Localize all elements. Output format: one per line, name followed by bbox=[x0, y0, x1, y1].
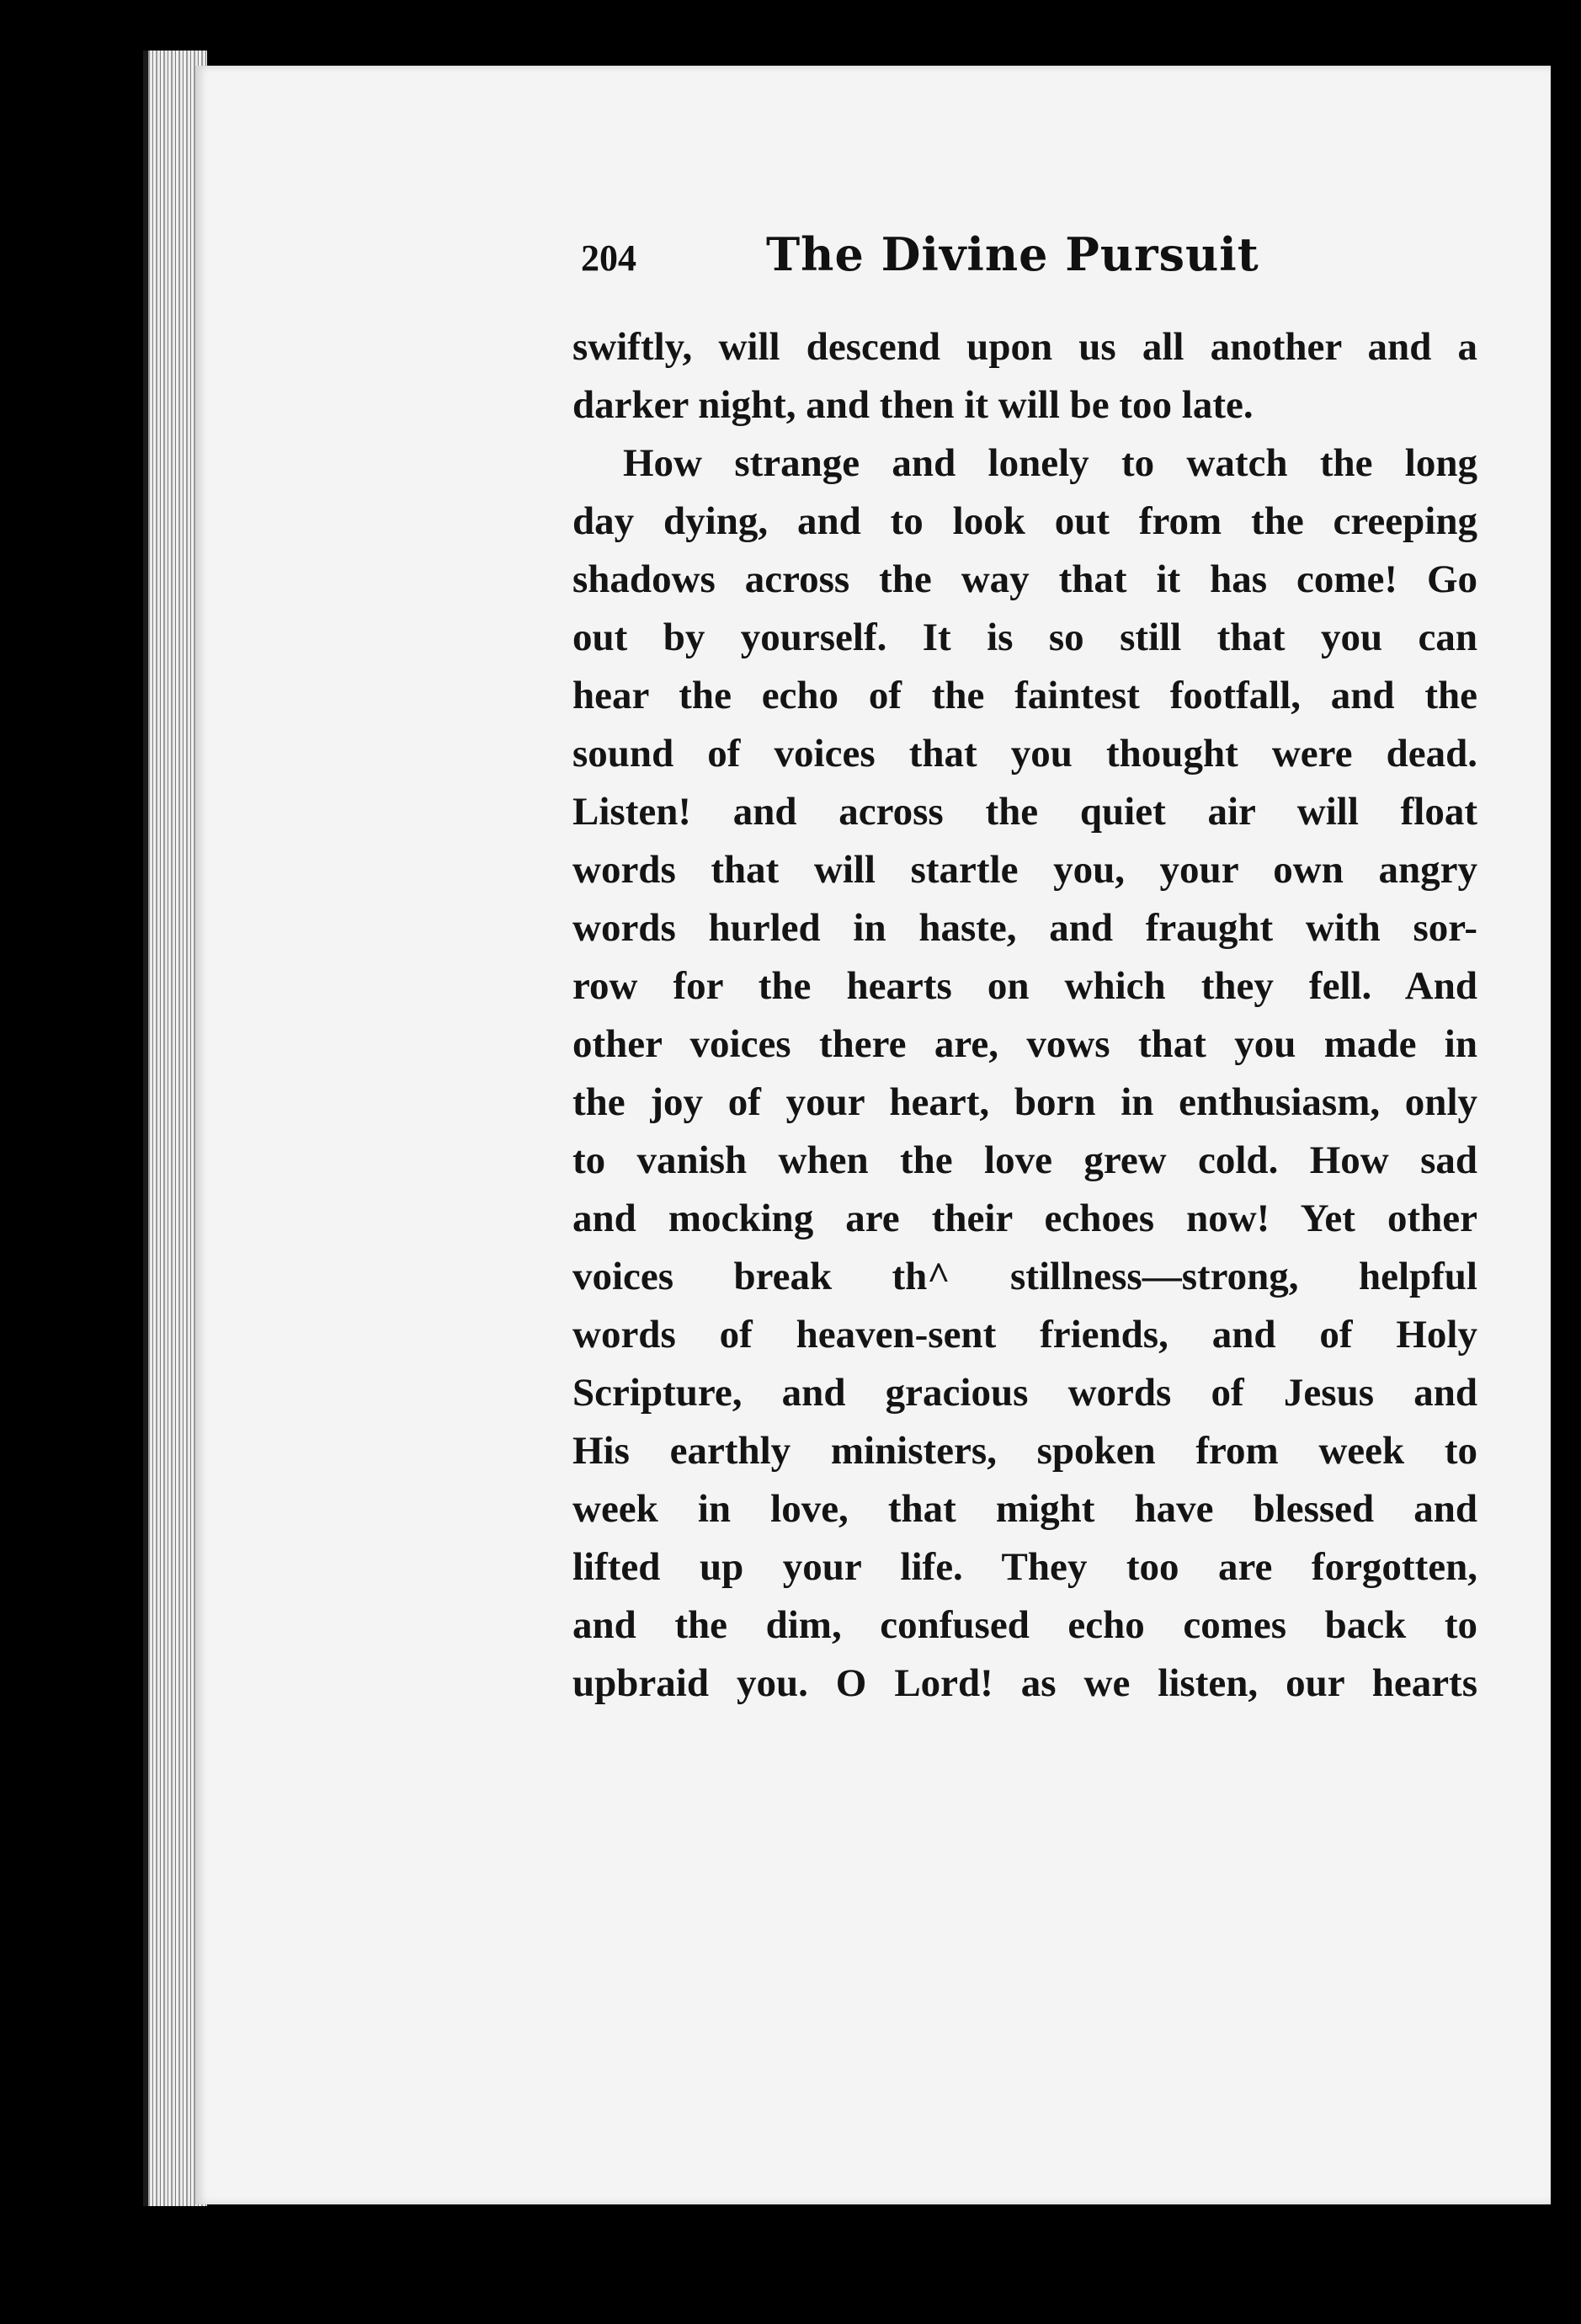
text-line: row for the hearts on which they fell. And bbox=[572, 964, 1477, 1008]
text-line: hear the echo of the faintest footfall, and the bbox=[572, 674, 1477, 717]
text-line: shadows across the way that it has come! Go bbox=[572, 557, 1477, 601]
text-line: Scripture, and gracious words of Jesus and bbox=[572, 1371, 1477, 1415]
text-line: swiftly, will descend upon us all another and a bbox=[572, 325, 1477, 369]
text-line: and mocking are their echoes now! Yet other bbox=[572, 1197, 1477, 1240]
text-line: His earthly ministers, spoken from week to bbox=[572, 1429, 1477, 1473]
text-line: words hurled in haste, and fraught with sor- bbox=[572, 906, 1477, 950]
text-line: other voices there are, vows that you made in bbox=[572, 1022, 1477, 1066]
text-line: sound of voices that you thought were dead. bbox=[572, 732, 1477, 776]
text-line: Listen! and across the quiet air will float bbox=[572, 790, 1477, 834]
text-line: day dying, and to look out from the creeping bbox=[572, 499, 1477, 543]
text-line: darker night, and then it will be too late. bbox=[572, 383, 1254, 427]
text-line: to vanish when the love grew cold. How sad bbox=[572, 1138, 1477, 1182]
page-gutter-shadow bbox=[1551, 51, 1581, 2324]
text-line: lifted up your life. They too are forgotten, bbox=[572, 1545, 1477, 1589]
text-line: words that will startle you, your own angry bbox=[572, 848, 1477, 892]
running-title: The Divine Pursuit bbox=[766, 227, 1259, 281]
body-text bbox=[572, 318, 1477, 1713]
text-line: voices break th^ stillness—strong, helpful bbox=[572, 1255, 1477, 1298]
page-number: 204 bbox=[581, 237, 636, 279]
text-line: week in love, that might have blessed and bbox=[572, 1487, 1477, 1531]
text-line: the joy of your heart, born in enthusiasm, only bbox=[572, 1080, 1477, 1124]
page-header bbox=[581, 227, 1280, 303]
text-line: How strange and lonely to watch the long bbox=[623, 441, 1477, 485]
text-line: upbraid you. O Lord! as we listen, our hearts bbox=[572, 1661, 1477, 1705]
text-line: words of heaven-sent friends, and of Holy bbox=[572, 1313, 1477, 1357]
text-line: out by yourself. It is so still that you can bbox=[572, 616, 1477, 659]
text-line: and the dim, confused echo comes back to bbox=[572, 1603, 1477, 1647]
